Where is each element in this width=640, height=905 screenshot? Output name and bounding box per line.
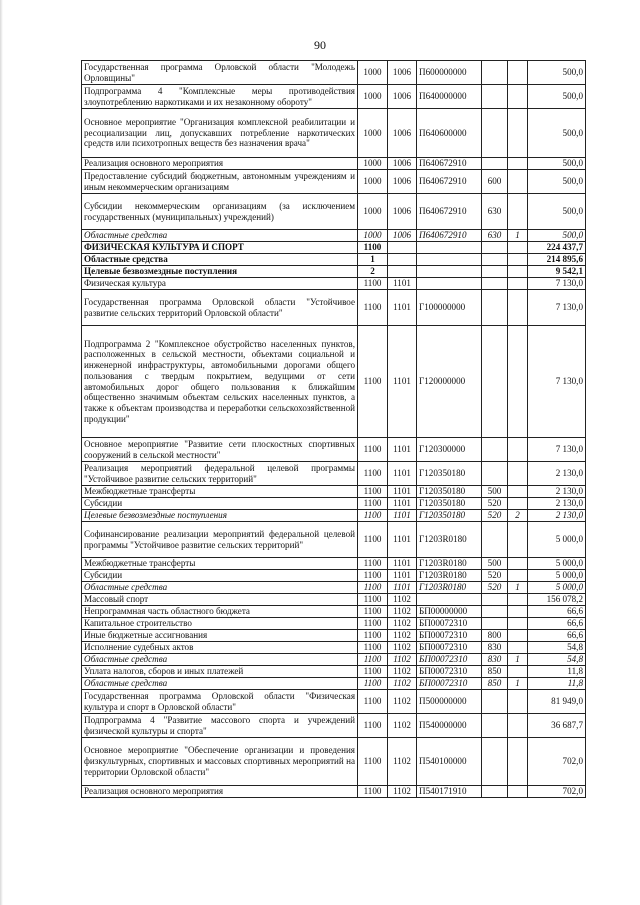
subsection-code-cell: 1101	[388, 570, 417, 582]
subsection-code-cell: 1102	[388, 618, 417, 630]
subsection-code-cell	[388, 254, 417, 266]
table-row	[82, 642, 586, 654]
expense-type-cell	[482, 326, 508, 438]
expense-type-cell	[482, 690, 508, 714]
expense-type-cell: 830	[482, 654, 508, 666]
table-row	[82, 266, 586, 278]
target-article-cell: Г1203R0180	[417, 582, 482, 594]
section-code-cell: 1100	[358, 486, 388, 498]
funding-source-cell: 1	[508, 582, 528, 594]
subsection-code-cell: 1102	[388, 786, 417, 798]
target-article-cell: Г1203R0180	[417, 522, 482, 558]
funding-source-cell	[508, 642, 528, 654]
section-code-cell: 1100	[358, 510, 388, 522]
target-article-cell: П640672910	[417, 158, 482, 170]
amount-cell: 66,6	[528, 606, 586, 618]
subsection-code-cell: 1102	[388, 690, 417, 714]
funding-source-cell	[508, 618, 528, 630]
table-row	[82, 158, 586, 170]
item-name-cell: Областные средства	[82, 254, 358, 266]
item-name-cell: Межбюджетные трансферты	[82, 558, 358, 570]
section-code-cell: 1100	[358, 278, 388, 290]
target-article-cell	[417, 594, 482, 606]
section-code-cell: 1100	[358, 326, 388, 438]
expense-type-cell	[482, 462, 508, 486]
funding-source-cell	[508, 170, 528, 194]
expense-type-cell: 520	[482, 498, 508, 510]
amount-cell: 7 130,0	[528, 438, 586, 462]
section-code-cell: 1100	[358, 678, 388, 690]
target-article-cell: Г120350180	[417, 510, 482, 522]
funding-source-cell: 1	[508, 230, 528, 242]
table-row	[82, 582, 586, 594]
expense-type-cell	[482, 85, 508, 109]
amount-cell: 702,0	[528, 738, 586, 786]
item-name-cell: Подпрограмма 2 "Комплексное обустройство населенных пунктов, расположенных в сельской местности, объектами социальной и инженерной инфраструктуры, автомобильными дорогами общего пользования с твердым покрытием, ведущими от сети автомобильных дорог общего пользования к ближайшим общественно значимым объектам сельских населенных пунктов, а также к объектам производства и переработки сельскохозяйственной продукции"	[82, 326, 358, 438]
section-code-cell: 1100	[358, 630, 388, 642]
section-code-cell: 1100	[358, 654, 388, 666]
section-code-cell: 1100	[358, 498, 388, 510]
expense-type-cell	[482, 738, 508, 786]
amount-cell: 5 000,0	[528, 582, 586, 594]
target-article-cell: П500000000	[417, 690, 482, 714]
amount-cell: 500,0	[528, 85, 586, 109]
section-code-cell: 1100	[358, 606, 388, 618]
subsection-code-cell: 1101	[388, 582, 417, 594]
item-name-cell: Межбюджетные трансферты	[82, 486, 358, 498]
item-name-cell: Субсидии	[82, 498, 358, 510]
funding-source-cell	[508, 61, 528, 85]
item-name-cell: Софинансирование реализации мероприятий федеральной целевой программы "Устойчивое развитие сельских территорий"	[82, 522, 358, 558]
target-article-cell: БП00072310	[417, 630, 482, 642]
section-code-cell: 1000	[358, 158, 388, 170]
funding-source-cell	[508, 290, 528, 326]
item-name-cell: Областные средства	[82, 678, 358, 690]
target-article-cell: Г120350180	[417, 498, 482, 510]
subsection-code-cell: 1006	[388, 194, 417, 230]
subsection-code-cell	[388, 266, 417, 278]
item-name-cell: Государственная программа Орловской области "Физическая культура и спорт в Орловской области"	[82, 690, 358, 714]
section-code-cell: 1100	[358, 666, 388, 678]
table-row	[82, 290, 586, 326]
item-name-cell: Предоставление субсидий бюджетным, автономным учреждениям и иным некоммерческим организациям	[82, 170, 358, 194]
subsection-code-cell: 1102	[388, 630, 417, 642]
table-row	[82, 558, 586, 570]
expense-type-cell	[482, 61, 508, 85]
table-row	[82, 230, 586, 242]
item-name-cell: Государственная программа Орловской области "Молодежь Орловщины"	[82, 61, 358, 85]
item-name-cell: Подпрограмма 4 "Комплексные меры противодействия злоупотреблению наркотиками и их незаконному обороту"	[82, 85, 358, 109]
subsection-code-cell: 1101	[388, 462, 417, 486]
target-article-cell	[417, 242, 482, 254]
table-row	[82, 606, 586, 618]
item-name-cell: Областные средства	[82, 654, 358, 666]
amount-cell: 66,6	[528, 618, 586, 630]
subsection-code-cell: 1101	[388, 438, 417, 462]
section-code-cell: 1100	[358, 570, 388, 582]
target-article-cell: БП00072310	[417, 654, 482, 666]
item-name-cell: Основное мероприятие "Обеспечение организации и проведения физкультурных, спортивных и массовых спортивных мероприятий на территории Орловской области"	[82, 738, 358, 786]
section-code-cell: 1000	[358, 170, 388, 194]
target-article-cell	[417, 254, 482, 266]
item-name-cell: Исполнение судебных актов	[82, 642, 358, 654]
amount-cell: 5 000,0	[528, 570, 586, 582]
table-row	[82, 498, 586, 510]
section-code-cell: 2	[358, 266, 388, 278]
item-name-cell: Уплата налогов, сборов и иных платежей	[82, 666, 358, 678]
funding-source-cell	[508, 486, 528, 498]
table-row	[82, 522, 586, 558]
funding-source-cell	[508, 690, 528, 714]
table-row	[82, 109, 586, 158]
subsection-code-cell: 1101	[388, 278, 417, 290]
target-article-cell: Г1203R0180	[417, 570, 482, 582]
target-article-cell: БП00072310	[417, 666, 482, 678]
target-article-cell: П540171910	[417, 786, 482, 798]
item-name-cell: Целевые безвозмездные поступления	[82, 266, 358, 278]
target-article-cell: П640672910	[417, 170, 482, 194]
table-row	[82, 678, 586, 690]
expense-type-cell	[482, 438, 508, 462]
subsection-code-cell: 1102	[388, 654, 417, 666]
expense-type-cell	[482, 242, 508, 254]
item-name-cell: Непрограммная часть областного бюджета	[82, 606, 358, 618]
subsection-code-cell: 1102	[388, 714, 417, 738]
funding-source-cell	[508, 194, 528, 230]
table-row	[82, 254, 586, 266]
amount-cell: 11,8	[528, 666, 586, 678]
expense-type-cell: 600	[482, 170, 508, 194]
section-code-cell: 1000	[358, 85, 388, 109]
expense-type-cell: 630	[482, 230, 508, 242]
table-row	[82, 570, 586, 582]
expense-type-cell	[482, 714, 508, 738]
funding-source-cell	[508, 109, 528, 158]
table-row	[82, 630, 586, 642]
subsection-code-cell: 1101	[388, 558, 417, 570]
funding-source-cell	[508, 242, 528, 254]
expense-type-cell: 800	[482, 630, 508, 642]
funding-source-cell: 1	[508, 678, 528, 690]
target-article-cell: Г120350180	[417, 462, 482, 486]
item-name-cell: Реализация основного мероприятия	[82, 786, 358, 798]
target-article-cell: П640600000	[417, 109, 482, 158]
amount-cell: 54,8	[528, 642, 586, 654]
page-number: 90	[314, 38, 326, 52]
amount-cell: 2 130,0	[528, 498, 586, 510]
target-article-cell: П540100000	[417, 738, 482, 786]
table-row	[82, 438, 586, 462]
expense-type-cell	[482, 606, 508, 618]
expense-type-cell	[482, 786, 508, 798]
expense-type-cell: 500	[482, 486, 508, 498]
subsection-code-cell: 1102	[388, 594, 417, 606]
section-code-cell: 1100	[358, 582, 388, 594]
table-row	[82, 786, 586, 798]
target-article-cell: П640000000	[417, 85, 482, 109]
subsection-code-cell: 1006	[388, 230, 417, 242]
expense-type-cell: 500	[482, 558, 508, 570]
subsection-code-cell: 1102	[388, 678, 417, 690]
funding-source-cell	[508, 570, 528, 582]
amount-cell: 214 895,6	[528, 254, 586, 266]
section-code-cell: 1100	[358, 738, 388, 786]
table-row	[82, 510, 586, 522]
section-code-cell: 1100	[358, 462, 388, 486]
expense-type-cell	[482, 254, 508, 266]
section-code-cell: 1100	[358, 438, 388, 462]
subsection-code-cell: 1101	[388, 510, 417, 522]
expense-type-cell	[482, 266, 508, 278]
funding-source-cell	[508, 85, 528, 109]
funding-source-cell	[508, 786, 528, 798]
table-row	[82, 594, 586, 606]
item-name-cell: Массовый спорт	[82, 594, 358, 606]
table-row	[82, 242, 586, 254]
table-row	[82, 714, 586, 738]
funding-source-cell	[508, 606, 528, 618]
target-article-cell: БП00072310	[417, 642, 482, 654]
funding-source-cell	[508, 594, 528, 606]
subsection-code-cell: 1006	[388, 158, 417, 170]
amount-cell: 5 000,0	[528, 558, 586, 570]
section-code-cell: 1100	[358, 594, 388, 606]
table-row	[82, 278, 586, 290]
target-article-cell: П640672910	[417, 194, 482, 230]
subsection-code-cell: 1101	[388, 486, 417, 498]
funding-source-cell	[508, 738, 528, 786]
expense-type-cell: 520	[482, 510, 508, 522]
table-row	[82, 61, 586, 85]
expense-type-cell	[482, 594, 508, 606]
target-article-cell: Г100000000	[417, 290, 482, 326]
amount-cell: 36 687,7	[528, 714, 586, 738]
target-article-cell: БП00072310	[417, 678, 482, 690]
amount-cell: 156 078,2	[528, 594, 586, 606]
amount-cell: 500,0	[528, 230, 586, 242]
target-article-cell: П640672910	[417, 230, 482, 242]
target-article-cell: П540000000	[417, 714, 482, 738]
expense-type-cell	[482, 278, 508, 290]
subsection-code-cell: 1101	[388, 326, 417, 438]
amount-cell: 702,0	[528, 786, 586, 798]
table-row	[82, 690, 586, 714]
amount-cell: 500,0	[528, 170, 586, 194]
funding-source-cell	[508, 558, 528, 570]
expense-type-cell: 850	[482, 666, 508, 678]
funding-source-cell	[508, 666, 528, 678]
funding-source-cell	[508, 326, 528, 438]
expense-type-cell: 520	[482, 570, 508, 582]
amount-cell: 7 130,0	[528, 278, 586, 290]
table-row	[82, 738, 586, 786]
target-article-cell: БП00072310	[417, 618, 482, 630]
expense-type-cell	[482, 158, 508, 170]
amount-cell: 81 949,0	[528, 690, 586, 714]
subsection-code-cell: 1101	[388, 498, 417, 510]
expense-type-cell	[482, 618, 508, 630]
budget-table-body	[82, 61, 586, 798]
section-code-cell: 1000	[358, 109, 388, 158]
item-name-cell: Основное мероприятие "Организация комплексной реабилитации и ресоциализации лиц, допускавших потребление наркотических средств или психотропных веществ без назначения врача"	[82, 109, 358, 158]
item-name-cell: Субсидии некоммерческим организациям (за исключением государственных (муниципальных) учреждений)	[82, 194, 358, 230]
target-article-cell	[417, 266, 482, 278]
amount-cell: 7 130,0	[528, 326, 586, 438]
funding-source-cell	[508, 462, 528, 486]
table-row	[82, 194, 586, 230]
table-row	[82, 486, 586, 498]
funding-source-cell	[508, 278, 528, 290]
funding-source-cell	[508, 254, 528, 266]
subsection-code-cell	[388, 242, 417, 254]
amount-cell: 2 130,0	[528, 486, 586, 498]
target-article-cell: Г120350180	[417, 486, 482, 498]
table-row	[82, 618, 586, 630]
table-row	[82, 170, 586, 194]
item-name-cell: Подпрограмма 4 "Развитие массового спорта и учреждений физической культуры и спорта"	[82, 714, 358, 738]
funding-source-cell	[508, 498, 528, 510]
funding-source-cell	[508, 630, 528, 642]
section-code-cell: 1000	[358, 61, 388, 85]
item-name-cell: Иные бюджетные ассигнования	[82, 630, 358, 642]
section-code-cell: 1100	[358, 714, 388, 738]
item-name-cell: Государственная программа Орловской области "Устойчивое развитие сельских территорий Орловской области"	[82, 290, 358, 326]
item-name-cell: Основное мероприятие "Развитие сети плоскостных спортивных сооружений в сельской местности"	[82, 438, 358, 462]
item-name-cell: Реализация основного мероприятия	[82, 158, 358, 170]
expense-type-cell	[482, 522, 508, 558]
target-article-cell: Г120000000	[417, 326, 482, 438]
target-article-cell: БП00000000	[417, 606, 482, 618]
amount-cell: 11,8	[528, 678, 586, 690]
expense-type-cell	[482, 109, 508, 158]
amount-cell: 224 437,7	[528, 242, 586, 254]
subsection-code-cell: 1102	[388, 606, 417, 618]
section-code-cell: 1	[358, 254, 388, 266]
item-name-cell: Областные средства	[82, 582, 358, 594]
section-code-cell: 1100	[358, 618, 388, 630]
expense-type-cell: 850	[482, 678, 508, 690]
amount-cell: 500,0	[528, 158, 586, 170]
amount-cell: 500,0	[528, 194, 586, 230]
section-code-cell: 1000	[358, 194, 388, 230]
expense-type-cell: 630	[482, 194, 508, 230]
subsection-code-cell: 1102	[388, 642, 417, 654]
subsection-code-cell: 1006	[388, 85, 417, 109]
item-name-cell: Субсидии	[82, 570, 358, 582]
section-code-cell: 1100	[358, 786, 388, 798]
table-row	[82, 654, 586, 666]
table-row	[82, 462, 586, 486]
amount-cell: 7 130,0	[528, 290, 586, 326]
subsection-code-cell: 1006	[388, 170, 417, 194]
section-code-cell: 1100	[358, 642, 388, 654]
table-row	[82, 666, 586, 678]
amount-cell: 9 542,1	[528, 266, 586, 278]
funding-source-cell	[508, 522, 528, 558]
funding-source-cell	[508, 266, 528, 278]
budget-table	[81, 60, 586, 798]
section-code-cell: 1100	[358, 558, 388, 570]
expense-type-cell: 830	[482, 642, 508, 654]
item-name-cell: ФИЗИЧЕСКАЯ КУЛЬТУРА И СПОРТ	[82, 242, 358, 254]
funding-source-cell	[508, 714, 528, 738]
target-article-cell: Г1203R0180	[417, 558, 482, 570]
subsection-code-cell: 1101	[388, 522, 417, 558]
funding-source-cell	[508, 438, 528, 462]
table-row	[82, 85, 586, 109]
target-article-cell: Г120300000	[417, 438, 482, 462]
expense-type-cell: 520	[482, 582, 508, 594]
target-article-cell	[417, 278, 482, 290]
target-article-cell: П600000000	[417, 61, 482, 85]
amount-cell: 66,6	[528, 630, 586, 642]
subsection-code-cell: 1101	[388, 290, 417, 326]
amount-cell: 500,0	[528, 109, 586, 158]
amount-cell: 54,8	[528, 654, 586, 666]
expense-type-cell	[482, 290, 508, 326]
funding-source-cell	[508, 158, 528, 170]
amount-cell: 2 130,0	[528, 510, 586, 522]
section-code-cell: 1100	[358, 522, 388, 558]
section-code-cell: 1100	[358, 290, 388, 326]
item-name-cell: Областные средства	[82, 230, 358, 242]
section-code-cell: 1100	[358, 242, 388, 254]
funding-source-cell: 2	[508, 510, 528, 522]
funding-source-cell: 1	[508, 654, 528, 666]
subsection-code-cell: 1102	[388, 738, 417, 786]
item-name-cell: Целевые безвозмездные поступления	[82, 510, 358, 522]
section-code-cell: 1000	[358, 230, 388, 242]
item-name-cell: Реализация мероприятий федеральной целевой программы "Устойчивое развитие сельских территорий"	[82, 462, 358, 486]
item-name-cell: Капитальное строительство	[82, 618, 358, 630]
amount-cell: 5 000,0	[528, 522, 586, 558]
section-code-cell: 1100	[358, 690, 388, 714]
page-shadow-edge	[0, 0, 3, 905]
subsection-code-cell: 1102	[388, 666, 417, 678]
item-name-cell: Физическая культура	[82, 278, 358, 290]
table-row	[82, 326, 586, 438]
subsection-code-cell: 1006	[388, 109, 417, 158]
amount-cell: 2 130,0	[528, 462, 586, 486]
subsection-code-cell: 1006	[388, 61, 417, 85]
amount-cell: 500,0	[528, 61, 586, 85]
